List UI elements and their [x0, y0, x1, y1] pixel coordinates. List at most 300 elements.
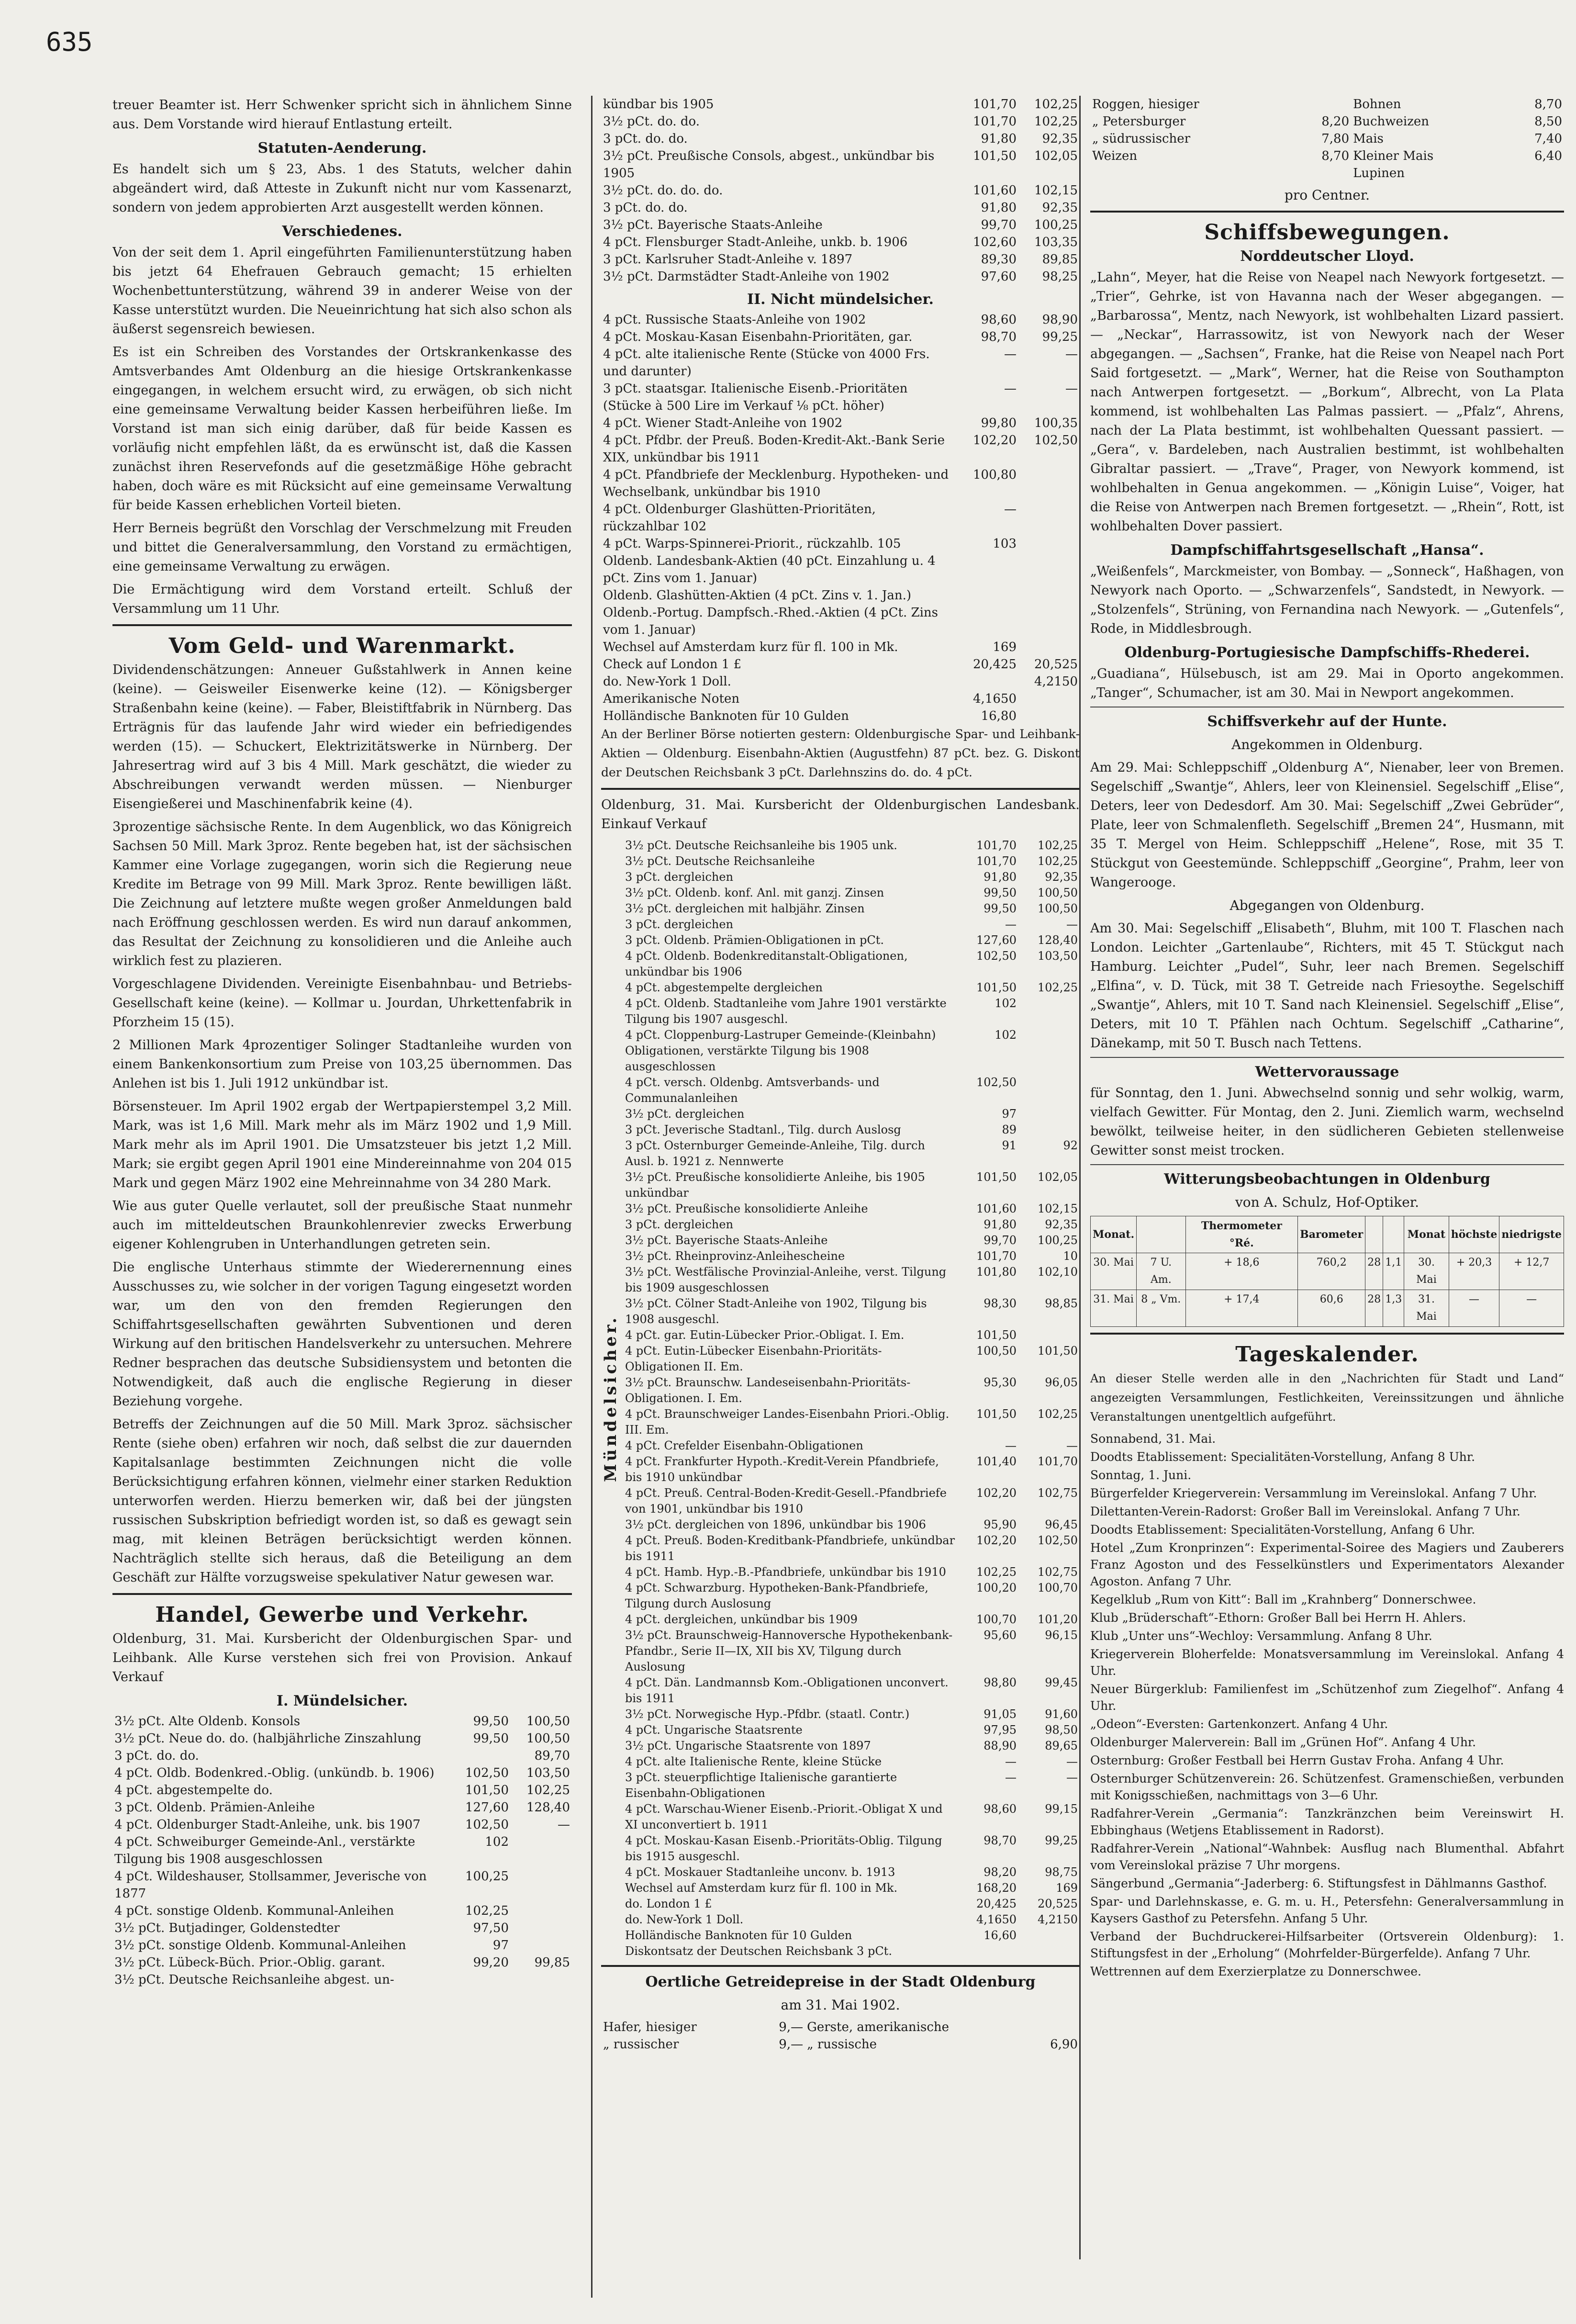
section-heading: Schiffsbewegungen. [1204, 220, 1450, 245]
table-row [623, 1217, 1080, 1233]
table-row [623, 1122, 1080, 1138]
table-cell: 127,60 [465, 1800, 509, 1815]
table-cell: — [1004, 502, 1017, 516]
table-cell: — [1066, 1771, 1078, 1784]
table-cell: 102 [995, 997, 1017, 1010]
table-cell [1018, 690, 1080, 707]
table-cell: 3 pCt. dergleichen [625, 870, 734, 884]
table-cell: „ südrussischer [1092, 132, 1191, 146]
table-row [112, 1954, 572, 1971]
table-cell: 3½ pCt. sonstige Oldenb. Kommunal-Anleihen [114, 1938, 406, 1953]
table-cell: 100,70 [976, 1613, 1017, 1626]
table-cell: 100,25 [1038, 1234, 1078, 1247]
table-cell: 16,60 [984, 1929, 1017, 1942]
paragraph: Betreffs der Zeichnungen auf die 50 Mill. Mark 3proz. sächsischer Rente (siehe oben) erfahren wir noch, daß selbst die zur dauernden Kapitalsanlage bestimmten Zeichnungen nicht die volle Berücksichtigung erfahren können, vielmehr einer starken Reduktion unterworfen werden. Hierzu bemerken wir, daß bei der jüngsten russischen Subskription befriedigt worden ist, so daß es gewagt sein mag, mit kleinen Beträgen berücksichtigt werden können. Nachträglich stellte sich heraus, daß die Beteiligung an dem Geschäft zur Hälfte vorzugsweise spekulativer Natur gewesen war. [112, 1417, 572, 1585]
table-cell [511, 1902, 572, 1920]
table-cell: Buchweizen [1353, 114, 1430, 129]
subheading: Wettervoraussage [1255, 1064, 1399, 1080]
table-row [601, 690, 1080, 707]
table-cell: 10 [1063, 1249, 1078, 1263]
paragraph: Am 29. Mai: Schleppschiff „Oldenburg A“, Nienaber, leer von Bremen. Segelschiff „Swantje“, Ahlers, leer von Kleinensiel. Segelschiff „Elise“, Deters, leer von Dedesdorf. Am 30. Mai: Segelschiff „Zwei Gebrüder“, Plate, leer von Schmalenfleth. Segelschiff „Bremen 24“, Husmann, mit 35 T. Mergel von Heim. Schleppschiff „Helene“, Rose, mit 35 T. Stückgut von Geestemünde. Schleppschiff „Georgine“, Prahm, leer von Wangerooge. [1090, 760, 1564, 890]
table-cell: 3½ pCt. Preußische Consols, abgest., unkündbar bis 1905 [603, 149, 935, 180]
table-cell [1018, 639, 1080, 656]
table-cell: 4 pCt. Moskau-Kasan Eisenb.-Prioritäts-Oblig. Tilgung bis 1915 ausgeschl. [625, 1834, 942, 1863]
table-row [601, 147, 1080, 182]
table-cell: 98,85 [1045, 1297, 1078, 1310]
table-cell: 3½ pCt. Alte Oldenb. Konsols [114, 1714, 301, 1729]
table-cell: 3 pCt. Oldenb. Prämien-Obligationen in pCt. [625, 933, 884, 947]
table-cell: 91,60 [1045, 1707, 1078, 1721]
table-cell: 102,05 [1034, 149, 1078, 163]
table-cell: 3½ pCt. Westfälische Provinzial-Anleihe, verst. Tilgung bis 1909 ausgeschlossen [625, 1265, 947, 1294]
table-cell: Bohnen [1353, 97, 1401, 112]
table-cell: 3 pCt. do. do. [603, 132, 688, 146]
table-header: Barometer [1298, 1216, 1365, 1253]
table-cell: 4 pCt. Schweiburger Gemeinde-Anl., verstärkte Tilgung bis 1908 ausgeschlossen [114, 1835, 415, 1866]
table-row [601, 501, 1080, 535]
table-row [1090, 96, 1564, 113]
table-cell: Mais [1353, 132, 1384, 146]
table-cell [1018, 604, 1080, 639]
table-row [601, 268, 1080, 285]
table-row [623, 1264, 1080, 1296]
table-cell [1018, 501, 1080, 535]
subheading: Angekommen in Oldenburg. [1231, 737, 1423, 752]
table-cell [1018, 707, 1080, 725]
table-cell: 3 pCt. Jeverische Stadtanl., Tilg. durch Auslosg [625, 1123, 901, 1136]
table-cell: 92 [1063, 1139, 1078, 1152]
calendar-item: Radfahrer-Verein „National“-Wahnbek: Ausflug nach Blumenthal. Abfahrt vom Vereinslokal präzise 7 Uhr morgens. [1090, 1841, 1564, 1872]
calendar-item: Osternburg: Großer Festball bei Herrn Gustav Froha. Anfang 4 Uhr. [1090, 1753, 1504, 1767]
table-cell: 3½ pCt. Oldenb. konf. Anl. mit ganzj. Zinsen [625, 886, 884, 899]
table-cell: 100,70 [1038, 1581, 1078, 1594]
table-row [1090, 130, 1564, 147]
table-header: Thermometer °Ré. [1185, 1216, 1298, 1253]
table-cell [957, 552, 1018, 587]
paragraph: „Lahn“, Meyer, hat die Reise von Neapel nach Newyork fortgesetzt. — „Trier“, Gehrke, ist von Havanna nach der Weser abgegangen. — „Barbarossa“, Mentz, nach Newyork, ist wohlbehalten Lizard passiert. — „Neckar“, Harrassowitz, ist von Newyork nach der Weser abgegangen. — „Sachsen“, Franke, hat die Reise von Neapel nach Port Said fortgesetzt. — „Mark“, Werner, hat die Reise von Southampton nach Antwerpen fortgesetzt. — „Borkum“, Albrecht, von La Plata kommend, ist wohlbehalten Las Palmas passiert. — „Pfalz“, Ahrens, nach der La Plata bestimmt, ist wohlbehalten Quessant passiert. — „Gera“, v. Bardeleben, nach Australien bestimmt, ist wohlbehalten Gibraltar passiert. — „Trave“, Prager, von Newyork kommend, ist wohlbehalten in Genua angekommen. — „Königin Luise“, Voiger, hat die Reise von Antwerpen nach Bremen fortgesetzt. — „Rhein“, Rott, ist wohlbehalten Dover passiert. [1090, 270, 1564, 534]
paragraph: 3prozentige sächsische Rente. In dem Augenblick, wo das Königreich Sachsen 50 Mill. Mark 3proz. Rente begeben hat, ist der sächsischen Kammer eine Vorlage zugegangen, worin sich die Regierung neue Kredite im Betrage von 99 Mill. Mark 3proz. Rente bewilligen läßt. Die Zeichnung auf letztere mußte wegen großer Anmeldungen bald nach Eröffnung geschlossen werden. Es wird nun darauf ankommen, das Resultat der Zeichnung zu konsolidieren und die Anleihe auch wirklich fest zu plazieren. [112, 820, 572, 968]
table-cell: 4 pCt. Schwarzburg. Hypotheken-Bank-Pfandbriefe, Tilgung durch Auslosung [625, 1581, 928, 1610]
table-cell: 103,35 [1034, 235, 1078, 249]
table-cell: 102,25 [1038, 839, 1078, 852]
table-cell: 102,50 [1038, 1534, 1078, 1547]
table-cell: 4 pCt. Warps-Spinnerei-Priorit., rückzahlb. 105 [603, 537, 901, 551]
table-cell: 100,25 [1034, 218, 1078, 232]
table-row [623, 853, 1080, 869]
table-row [623, 932, 1080, 948]
table-cell: Roggen, hiesiger [1092, 97, 1199, 112]
table-row [601, 251, 1080, 268]
table-cell [1018, 466, 1080, 501]
table-cell: 102,15 [1038, 1202, 1078, 1215]
table-cell: 4 pCt. Ungarische Staatsrente [625, 1723, 803, 1737]
table-cell [1090, 165, 1290, 182]
table-cell: 4 pCt. abgestempelte dergleichen [625, 981, 823, 994]
table-cell: 96,45 [1045, 1518, 1078, 1531]
table-cell: Weizen [1092, 149, 1138, 163]
section-heading: II. Nicht mündelsicher. [747, 291, 934, 308]
table-cell: 4 pCt. Moskauer Stadtanleihe unconv. b. 1913 [625, 1865, 895, 1879]
paragraph: Dividendenschätzungen: Anneuer Gußstahlwerk in Annen keine (keine). — Geisweiler Eisenwerke keine (12). — Königsberger Straßenbahn keine (keine). — Faber, Bleistiftfabrik in Nürnberg. Das Erträgnis für das laufende Jahr wird wieder ein befriedigendes werden (15). — Schuckert, Elektrizitätswerke in Nürnberg. Der Jahresertrag wird auf 3 bis 4 Mill. Mark geschätzt, die wieder zu Abschreibungen verwandt werden müssen. — Nienburger Eisengießerei und Maschinenfabrik keine (4). [112, 662, 572, 811]
table-row [601, 466, 1080, 501]
table-cell: 95,30 [984, 1376, 1017, 1389]
table-row [623, 869, 1080, 885]
table-cell: 98,60 [984, 1802, 1017, 1816]
table-cell: 97,50 [473, 1921, 509, 1935]
table-cell: 98,70 [984, 1834, 1017, 1847]
table-cell: 3 pCt. Osternburger Gemeinde-Anleihe, Tilg. durch Ausl. b. 1921 z. Nennwerte [625, 1139, 925, 1168]
table-row [623, 1580, 1080, 1612]
table-cell: 102,50 [976, 1076, 1017, 1089]
table-cell: 89,30 [981, 252, 1017, 267]
table-cell: — [1005, 918, 1017, 931]
table-cell: 3½ pCt. do. do. [603, 114, 700, 129]
calendar-item: Sängerbund „Germania“-Jaderberg: 6. Stiftungsfest in Dählmanns Gasthof. [1090, 1876, 1547, 1890]
table-cell: 3½ pCt. do. do. do. [603, 183, 723, 198]
table-cell: 98,80 [984, 1676, 1017, 1689]
table-row [623, 1343, 1080, 1375]
table-cell: 100,50 [526, 1714, 570, 1729]
table-cell: Holländische Banknoten für 10 Gulden [625, 1929, 852, 1942]
table-cell [511, 1937, 572, 1954]
table-cell: 20,425 [976, 1897, 1017, 1910]
calendar-item: „Odeon“-Eversten: Gartenkonzert. Anfang 4 Uhr. [1090, 1717, 1388, 1731]
table-cell: 8,50 [1534, 114, 1562, 129]
table-cell: 98,70 [981, 330, 1017, 344]
table-cell: 91,05 [984, 1707, 1017, 1721]
calendar-item: Doodts Etablissement: Specialitäten-Vorstellung, Anfang 6 Uhr. [1090, 1523, 1475, 1537]
table-cell: — [1449, 1290, 1499, 1327]
table-cell: 4 pCt. sonstige Oldenb. Kommunal-Anleihen [114, 1904, 394, 1918]
table-cell [1018, 552, 1080, 587]
paragraph: Die englische Unterhaus stimmte der Wiederernennung eines Ausschusses zu, wie solcher in der vorigen Tagung eingesetzt worden war, um den von den fremden Regierungen den Schiffahrtsgesellschaften gewährten Subventionen und deren Wirkung auf den britischen Handelsverkehr zu untersuchen. Mehrere Redner besprachen das deutsche Subsidiensystem und betonten die Notwendigkeit, daß auch die englische Regierung in dieser Beziehung vorgehe. [112, 1260, 572, 1409]
table-cell [1018, 2019, 1080, 2036]
table-row [623, 948, 1080, 980]
table-row [623, 1169, 1080, 1201]
table-row [601, 2036, 1080, 2053]
table-cell: 99,50 [984, 902, 1017, 915]
table-cell: 4 pCt. Pfandbriefe der Mecklenburg. Hypotheken- und Wechselbank, unkündbar bis 1910 [603, 468, 949, 499]
calendar-list [1090, 1430, 1564, 1980]
table-cell [1018, 1027, 1080, 1075]
paragraph: Die Ermächtigung wird dem Vorstand erteilt. Schluß der Versammlung um 11 Uhr. [112, 582, 572, 616]
table-row [623, 1880, 1080, 1896]
table-cell: 7,40 [1534, 132, 1562, 146]
table-row [601, 96, 1080, 113]
calendar-item: Klub „Brüderschaft“-Ethorn: Großer Ball bei Herrn H. Ahlers. [1090, 1611, 1466, 1625]
table-cell: 1,1 [1383, 1253, 1404, 1290]
table-cell: 3 pCt. do. do. [114, 1749, 199, 1763]
table-cell: 100,35 [1034, 416, 1078, 430]
table-cell: 4 pCt. Wiener Stadt-Anleihe von 1902 [603, 416, 843, 430]
page-number: 635 [46, 27, 93, 57]
section-heading: Statuten-Aenderung. [257, 140, 427, 157]
table-row [623, 1722, 1080, 1738]
table-cell: 4 pCt. abgestempelte do. [114, 1783, 273, 1797]
table-cell: 101,50 [976, 981, 1017, 994]
table-row [112, 1868, 572, 1902]
subheading: Dampfschiffahrtsgesellschaft „Hansa“. [1170, 542, 1484, 559]
table-cell: „ Petersburger [1092, 114, 1186, 129]
column-1 [112, 96, 572, 2279]
paragraph: Oldenburg, 31. Mai. Kursbericht der Oldenburgischen Landesbank. Einkauf Verkauf [601, 797, 1080, 831]
table-cell: 20,525 [1038, 1897, 1078, 1910]
table-cell: 4 pCt. Braunschweiger Landes-Eisenbahn Priori.-Oblig. III. Em. [625, 1407, 950, 1437]
table-cell [1018, 1122, 1080, 1138]
table-cell: — [1066, 1755, 1078, 1768]
table-cell: 91,80 [981, 132, 1017, 146]
table-cell: 99,20 [473, 1955, 509, 1970]
table-cell: 3½ pCt. Preußische konsolidierte Anleihe, bis 1905 unkündbar [625, 1170, 925, 1200]
table-cell: — [558, 1818, 570, 1832]
table-cell: 99,85 [534, 1955, 570, 1970]
table-cell: 3½ pCt. Preußische konsolidierte Anleihe [625, 1202, 868, 1215]
table-cell: 91,80 [984, 870, 1017, 884]
table-cell: 102 [485, 1835, 509, 1849]
table-cell: 4 pCt. Dän. Landmannsb Kom.-Obligationen unconvert. bis 1911 [625, 1676, 949, 1705]
subheading: von A. Schulz, Hof-Optiker. [1235, 1194, 1419, 1210]
table-row [623, 1612, 1080, 1628]
table-cell [957, 587, 1018, 604]
table-cell: 3½ pCt. Lübeck-Büch. Prior.-Oblig. garant. [114, 1955, 385, 1970]
table-cell: 101,50 [976, 1328, 1017, 1342]
table-cell: 97 [1002, 1107, 1017, 1121]
table-cell: 4 pCt. Oldenb. Bodenkreditanstalt-Obligationen, unkündbar bis 1906 [625, 949, 908, 978]
table-row [601, 639, 1080, 656]
table-cell: 3 pCt. staatsgar. Italienische Eisenb.-Prioritäten (Stücke à 500 Lire im Verkauf ⅛ pCt. höher) [603, 382, 908, 413]
paragraph: An der Berliner Börse notierten gestern: Oldenburgische Spar- und Leihbank-Aktien — Oldenburg. Eisenbahn-Aktien (Augustfehn) 87 pCt. bez. G. Diskont der Deutschen Reichsbank 3 pCt. Darlehnszins do. do. 4 pCt. [601, 727, 1080, 779]
table-cell: 101,50 [976, 1170, 1017, 1184]
table-cell: + 20,3 [1449, 1253, 1499, 1290]
section-heading: Verschiedenes. [282, 223, 402, 240]
table-cell: 98,25 [1042, 269, 1078, 284]
table-row [601, 656, 1080, 673]
table-cell: 101,40 [976, 1455, 1017, 1468]
table-header: Monat [1404, 1216, 1449, 1253]
table-cell: 89,85 [1042, 252, 1078, 267]
table-header: Monat. [1091, 1216, 1137, 1253]
table-cell: 97 [492, 1938, 509, 1953]
table-cell [511, 1833, 572, 1868]
paragraph: Von der seit dem 1. April eingeführten Familienunterstützung haben bis jetzt 64 Ehefrauen Gebrauch gemacht; 15 erhielten Wochenbettunterstützung, während 39 in anderer Weise von der Kasse unterstützt wurden. Die Neueinrichtung hat sich also schon als äußerst segensreich bewiesen. [112, 245, 572, 337]
table-cell: 100,50 [526, 1731, 570, 1746]
table-cell: 101,20 [1038, 1613, 1078, 1626]
paragraph: Oldenburg, 31. Mai. Kursbericht der Oldenburgischen Spar- und Leihbank. Alle Kurse verstehen sich frei von Provision. Ankauf Verkauf [112, 1631, 572, 1684]
table-row [623, 1801, 1080, 1833]
table-cell: 4 pCt. alte Italienische Rente, kleine Stücke [625, 1755, 882, 1768]
table-header [1137, 1216, 1185, 1253]
table-cell: 91,80 [981, 201, 1017, 215]
table-row [601, 707, 1080, 725]
column-3 [1079, 96, 1564, 2259]
section-heading: Handel, Gewerbe und Verkehr. [155, 1603, 529, 1627]
table-row [623, 1327, 1080, 1343]
paragraph: Börsensteuer. Im April 1902 ergab der Wertpapierstempel 3,2 Mill. Mark, was ist 1,6 Mill. Mark mehr als im März 1902 und 1,9 Mill. Mark mehr als im April 1901. Die Umsatzsteuer bis jetzt 1,2 Mill. Mark; sie ergibt gegen April 1901 eine Mindereinnahme von 204 015 Mark und gegen März 1902 eine Mehreinnahme von 34 280 Mark. [112, 1099, 572, 1190]
table-cell: 102,75 [1038, 1486, 1078, 1500]
divider [1090, 1164, 1564, 1165]
table-cell: 102,50 [465, 1766, 509, 1780]
table-cell: 28 [1365, 1253, 1383, 1290]
table-cell: 3½ pCt. dergleichen mit halbjähr. Zinsen [625, 902, 865, 915]
table-row [601, 587, 1080, 604]
table-row [623, 1564, 1080, 1580]
table-cell: do. New-York 1 Doll. [625, 1913, 744, 1926]
table-cell: 4 pCt. Hamb. Hyp.-B.-Pfandbriefe, unkündbar bis 1910 [625, 1565, 946, 1579]
table-cell: „ russische [807, 2037, 877, 2052]
subheading: Norddeutscher Lloyd. [1240, 248, 1414, 265]
table-cell: 20,425 [973, 657, 1017, 672]
table-cell: 102,25 [1034, 97, 1078, 112]
paragraph: Am 30. Mai: Segelschiff „Elisabeth“, Bluhm, mit 100 T. Flaschen nach London. Leichter „Gartenlaube“, Richters, mit 45 T. Stückgut nach Hamburg. Leichter „Pudel“, Suhr, leer nach Bremen. Segelschiff „Elfina“, v. D. Tück, mit 38 T. Getreide nach Friesoythe. Segelschiff „Swantje“, Ahlers, mit 10 T. Sand nach Kleinensiel. Segelschiff „Elise“, Deters, mit 10 T. Pfählen nach Ochtum. Segelschiff „Catharine“, Dänekamp, mit 50 T. Busch nach Tettens. [1090, 921, 1564, 1051]
table-cell: 3½ pCt. Darmstädter Stadt-Anleihe von 1902 [603, 269, 890, 284]
calendar-item: Sonntag, 1. Juni. [1090, 1468, 1192, 1482]
table-row [1090, 147, 1564, 165]
table-row [601, 432, 1080, 466]
table-row [623, 1896, 1080, 1912]
table-row [601, 380, 1080, 415]
table-row [623, 1864, 1080, 1880]
table-row [112, 1799, 572, 1816]
table-cell: 102,25 [976, 1565, 1017, 1579]
table-cell: 16,80 [981, 709, 1017, 723]
paragraph: Vorgeschlagene Dividenden. Vereinigte Eisenbahnbau- und Betriebs-Gesellschaft keine (keine). — Kollmar u. Jourdan, Uhrkettenfabrik in Pforzheim 15 (15). [112, 977, 572, 1030]
grain-table [601, 2019, 1080, 2053]
table-cell: 99,50 [473, 1731, 509, 1746]
table-cell: — [1065, 347, 1078, 361]
table-header [1383, 1216, 1404, 1253]
table-cell: 99,15 [1045, 1802, 1078, 1816]
table-cell: 91,80 [984, 1218, 1017, 1231]
section-heading: I. Mündelsicher. [276, 1693, 408, 1709]
calendar-item: Kegelklub „Rum von Kitt“: Ball im „Krahnberg“ Donnerschwee. [1090, 1593, 1476, 1606]
table-cell: — [1499, 1290, 1564, 1327]
table-cell: 3½ pCt. Braunschweig-Hannoversche Hypothekenbank-Pfandbr., Serie II—IX, XII bis XV, Tilgung durch Auslosung [625, 1628, 953, 1673]
table-cell: 3 pCt. Karlsruher Stadt-Anleihe v. 1897 [603, 252, 853, 267]
table-cell: 128,40 [526, 1800, 570, 1815]
table-cell: 3 pCt. Oldenb. Prämien-Anleihe [114, 1800, 315, 1815]
table-cell: 127,60 [976, 933, 1017, 947]
table-row [1091, 1290, 1564, 1327]
table-row [623, 1928, 1080, 1943]
table-row [623, 1106, 1080, 1122]
calendar-item: Wettrennen auf dem Exerzierplatze zu Donnerschwee. [1090, 1965, 1421, 1978]
paragraph: Es ist ein Schreiben des Vorstandes der Ortskrankenkasse des Amtsverbandes Amt Oldenburg an die hiesige Ortskrankenkasse eingegangen, in welchem ersucht wird, zu erwägen, ob sich nicht eine gemeinsame Verwaltung beider Kassen herbeiführen ließe. Im Vorstand ist man sich einig darüber, daß für beide Kassen es vorläufig nicht empfehlen läßt, da es erwünscht ist, daß die Kassen zunächst ihren Reservefonds auf die gesetzmäßige Höhe gebracht haben, doch wäre es mit Rücksicht auf eine gemeinsame Verwaltung für beide Kassen erheblichen Vorteil bieten. [112, 345, 572, 513]
table-cell [511, 1920, 572, 1937]
table-cell: Check auf London 1 £ [603, 657, 742, 672]
table-cell: 3½ pCt. Rheinprovinz-Anleihescheine [625, 1249, 845, 1263]
table-cell [449, 1747, 511, 1764]
divider [1090, 1057, 1564, 1058]
table-row [601, 552, 1080, 587]
table-cell: 101,70 [973, 114, 1017, 129]
calendar-item: Sonnabend, 31. Mai. [1090, 1432, 1216, 1446]
table-row [601, 415, 1080, 432]
table-row [623, 1027, 1080, 1075]
table-row [601, 130, 1080, 147]
table-cell: 4 pCt. gar. Eutin-Lübecker Prior.-Obligat. I. Em. [625, 1328, 905, 1342]
table-cell: 3 pCt. steuerpflichtige Italienische garantierte Eisenbahn-Obligationen [625, 1771, 897, 1800]
calendar-item: Hotel „Zum Kronprinzen“: Experimental-Soiree des Magiers und Zauberers Franz Agoston und des Fesselkünstlers und Experimentators Alexander Agoston. Anfang 7 Uhr. [1090, 1541, 1564, 1588]
table-cell: 31. Mai [1404, 1290, 1449, 1327]
side-label: Mündelsicher. [601, 1314, 620, 1482]
table-cell [1018, 587, 1080, 604]
table-row [112, 1816, 572, 1833]
section-heading: Tageskalender. [1235, 1342, 1419, 1367]
table-cell: 101,50 [465, 1783, 509, 1797]
table-cell: 3½ pCt. Butjadinger, Goldenstedter [114, 1921, 340, 1935]
table-cell: 4 pCt. Pfdbr. der Preuß. Boden-Kredit-Akt.-Bank Serie XIX, unkündbar bis 1911 [603, 433, 945, 465]
table-cell: 96,05 [1045, 1376, 1078, 1389]
paragraph: Es handelt sich um § 23, Abs. 1 des Statuts, welcher dahin abgeändert wird, daß Atteste in Zukunft nicht nur vom Kassenarzt, sondern von jedem approbierten Arzt ausgestellt werden können. [112, 162, 572, 215]
table-cell: Oldenb.-Portug. Dampfsch.-Rhed.-Aktien (4 pCt. Zins vom 1. Januar) [603, 606, 938, 637]
table-cell: 102,50 [1034, 433, 1078, 448]
table-cell: — [1066, 1439, 1078, 1452]
table-cell: 100,50 [976, 1344, 1017, 1358]
table-cell: do. London 1 £ [625, 1897, 712, 1910]
table-cell: Wechsel auf Amsterdam kurz für fl. 100 in Mk. [603, 640, 898, 654]
table-cell: Diskontsatz der Deutschen Reichsbank 3 pCt. [625, 1944, 892, 1958]
table-cell: 98,90 [1042, 313, 1078, 327]
table-cell [1018, 1327, 1080, 1343]
table-cell: Amerikanische Noten [603, 692, 740, 706]
table-cell: 168,20 [976, 1881, 1017, 1895]
subheading: Oldenburg-Portugiesische Dampfschiffs-Rhederei. [1124, 644, 1530, 661]
landesbank-block [601, 838, 1080, 1959]
table-cell: 92,35 [1045, 870, 1078, 884]
table-cell: 8 „ Vm. [1137, 1290, 1185, 1327]
table-cell: 3½ pCt. Braunschw. Landeseisenbahn-Prioritäts-Obligationen. I. Em. [625, 1376, 911, 1405]
table-cell: 102,25 [1038, 854, 1078, 868]
section-heading: Vom Geld- und Warenmarkt. [168, 634, 516, 658]
table-cell: 99,45 [1045, 1676, 1078, 1689]
table-cell: 98,30 [984, 1297, 1017, 1310]
table-cell: 8,70 [1321, 149, 1350, 163]
table-cell: 7,80 [1321, 132, 1350, 146]
table-cell: + 12,7 [1499, 1253, 1564, 1290]
table-cell: 101,60 [976, 1202, 1017, 1215]
table-cell: 100,20 [976, 1581, 1017, 1594]
table-cell: 4 pCt. Oldenburger Stadt-Anleihe, unk. bis 1907 [114, 1818, 421, 1832]
calendar-item: Verband der Buchdruckerei-Hilfsarbeiter (Ortsverein Oldenburg): 1. Stiftungsfest in der „Erholung“ (Mohrfelder-Bürgerfelde). Anfang 7 Uhr. [1090, 1930, 1564, 1960]
weather-table [1090, 1216, 1564, 1327]
table-cell: 9,— [779, 2020, 804, 2034]
subheading: Schiffsverkehr auf der Hunte. [1207, 713, 1447, 730]
calendar-item: Radfahrer-Verein „Germania“: Tanzkränzchen beim Vereinswirt H. Ebbinghaus (Wetjens Etablissement in Radorst). [1090, 1807, 1564, 1837]
table-cell: + 17,4 [1185, 1290, 1298, 1327]
calendar-item: Klub „Unter uns“-Wechloy: Versammlung. Anfang 8 Uhr. [1090, 1629, 1432, 1643]
table-cell: 4,1650 [976, 1913, 1017, 1926]
table-row [601, 346, 1080, 380]
table-row [112, 1833, 572, 1868]
table-cell [1018, 1106, 1080, 1122]
table-cell [1018, 1928, 1080, 1943]
divider [1090, 1333, 1564, 1335]
table-row [623, 1438, 1080, 1454]
table-cell: 3 pCt. do. do. [603, 201, 688, 215]
table-cell: 4 pCt. Moskau-Kasan Eisenbahn-Prioritäten, gar. [603, 330, 913, 344]
table-row [601, 2019, 1080, 2036]
table-row [623, 1233, 1080, 1248]
table-cell: 4 pCt. Crefelder Eisenbahn-Obligationen [625, 1439, 863, 1452]
table-row [623, 1707, 1080, 1722]
table-row [623, 885, 1080, 901]
table-row [623, 901, 1080, 917]
table-cell [449, 1971, 511, 1988]
table-cell: 102,20 [973, 433, 1017, 448]
column-2 [591, 96, 1080, 2298]
table-cell: 100,50 [1038, 886, 1078, 899]
table-row [601, 311, 1080, 328]
